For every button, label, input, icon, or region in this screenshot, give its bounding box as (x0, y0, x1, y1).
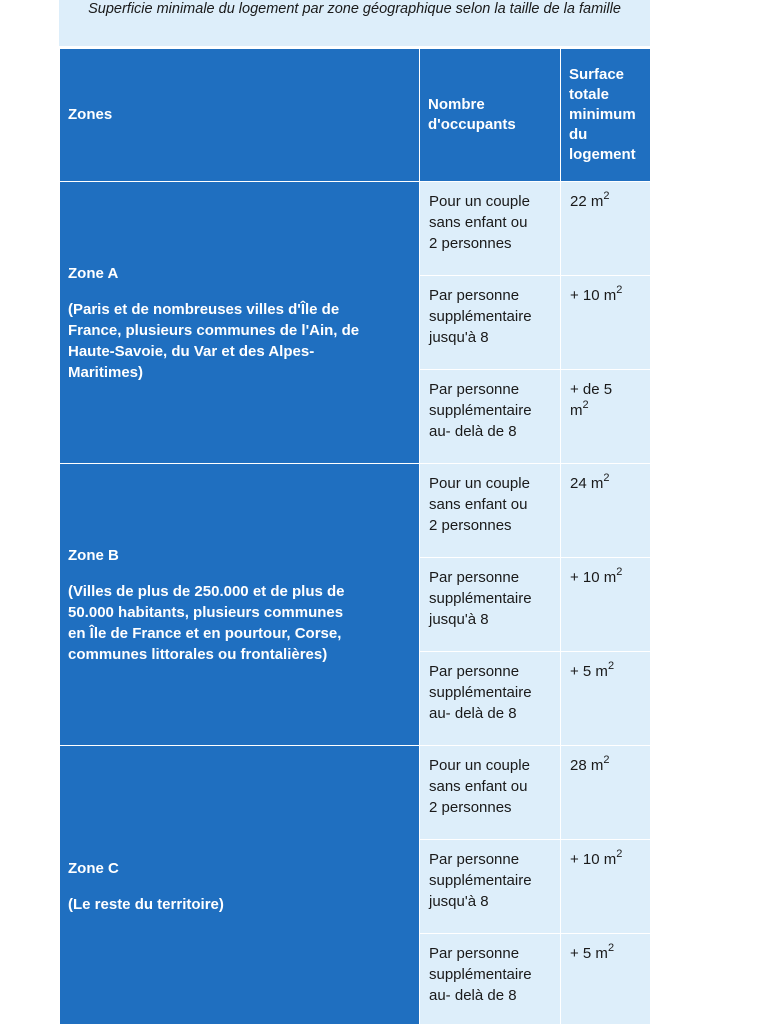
occupants-cell: Par personne supplémentaire au- delà de 8 (420, 652, 561, 746)
zone-description: (Le reste du territoire) (68, 896, 224, 913)
occupants-cell: Par personne supplémentaire jusqu'à 8 (420, 840, 561, 934)
table-container (59, 0, 650, 1024)
surface-exponent: 2 (607, 660, 615, 672)
surface-cell (561, 840, 651, 934)
zone-title: Zone A (68, 264, 119, 282)
table-caption: Superficie minimale du logement par zone géographique selon la taille de la famille (59, 0, 650, 46)
table-row (60, 746, 651, 840)
surface-value: 22 m (570, 193, 604, 210)
surface-exponent: 2 (607, 942, 615, 954)
surface-exponent: 2 (582, 399, 589, 411)
surface-table (59, 48, 650, 1024)
header-occupants: Nombre d'occupants (420, 49, 561, 182)
surface-cell (561, 276, 651, 370)
occupants-cell: Par personne supplémentaire jusqu'à 8 (420, 558, 561, 652)
occupants-cell: Pour un couple sans enfant ou 2 personnes (420, 464, 561, 558)
surface-cell (561, 182, 651, 276)
occupants-cell: Par personne supplémentaire jusqu'à 8 (420, 276, 561, 370)
surface-value: 28 m (570, 757, 604, 774)
surface-cell (561, 746, 651, 840)
zone-title: Zone B (68, 546, 119, 564)
surface-exponent: 2 (603, 754, 610, 766)
zone-title: Zone C (68, 860, 119, 877)
occupants-cell: Par personne supplémentaire au- delà de 8 (420, 934, 561, 1024)
zone-description: (Paris et de nombreuses villes d'Île de France, plusieurs communes de l'Ain, de Haute-Savoie, du Var et des Alpes- Maritimes) (68, 300, 360, 381)
table-row (60, 182, 651, 276)
zone-cell-c (60, 746, 420, 1024)
zone-cell-a (60, 182, 420, 464)
occupants-cell: Pour un couple sans enfant ou 2 personnes (420, 182, 561, 276)
zone-cell-b (60, 464, 420, 746)
table-row (60, 464, 651, 558)
surface-cell (561, 464, 651, 558)
surface-value: + de 5 m (570, 381, 613, 419)
surface-exponent: 2 (603, 190, 610, 202)
surface-value: 24 m (570, 475, 604, 492)
surface-value: + 10 m (570, 569, 617, 586)
header-zones: Zones (60, 49, 420, 182)
surface-value: + 10 m (570, 851, 617, 868)
occupants-cell: Par personne supplémentaire au- delà de 8 (420, 370, 561, 464)
surface-cell (561, 652, 651, 746)
surface-exponent: 2 (616, 848, 623, 860)
surface-exponent: 2 (603, 472, 610, 484)
surface-exponent: 2 (616, 284, 623, 296)
surface-cell (561, 370, 651, 464)
header-row (60, 49, 651, 182)
surface-cell (561, 934, 651, 1024)
surface-cell (561, 558, 651, 652)
surface-value: + 5 m (570, 663, 608, 680)
zone-description: (Villes de plus de 250.000 et de plus de 50.000 habitants, plusieurs communes en Île de France et en pourtour, Corse, communes littorales ou frontalières) (68, 582, 345, 663)
surface-exponent: 2 (616, 566, 623, 578)
occupants-cell: Pour un couple sans enfant ou 2 personnes (420, 746, 561, 840)
surface-value: + 5 m (570, 945, 608, 962)
header-surface: Surface totale minimum du logement (561, 49, 651, 182)
surface-value: + 10 m (570, 287, 617, 304)
